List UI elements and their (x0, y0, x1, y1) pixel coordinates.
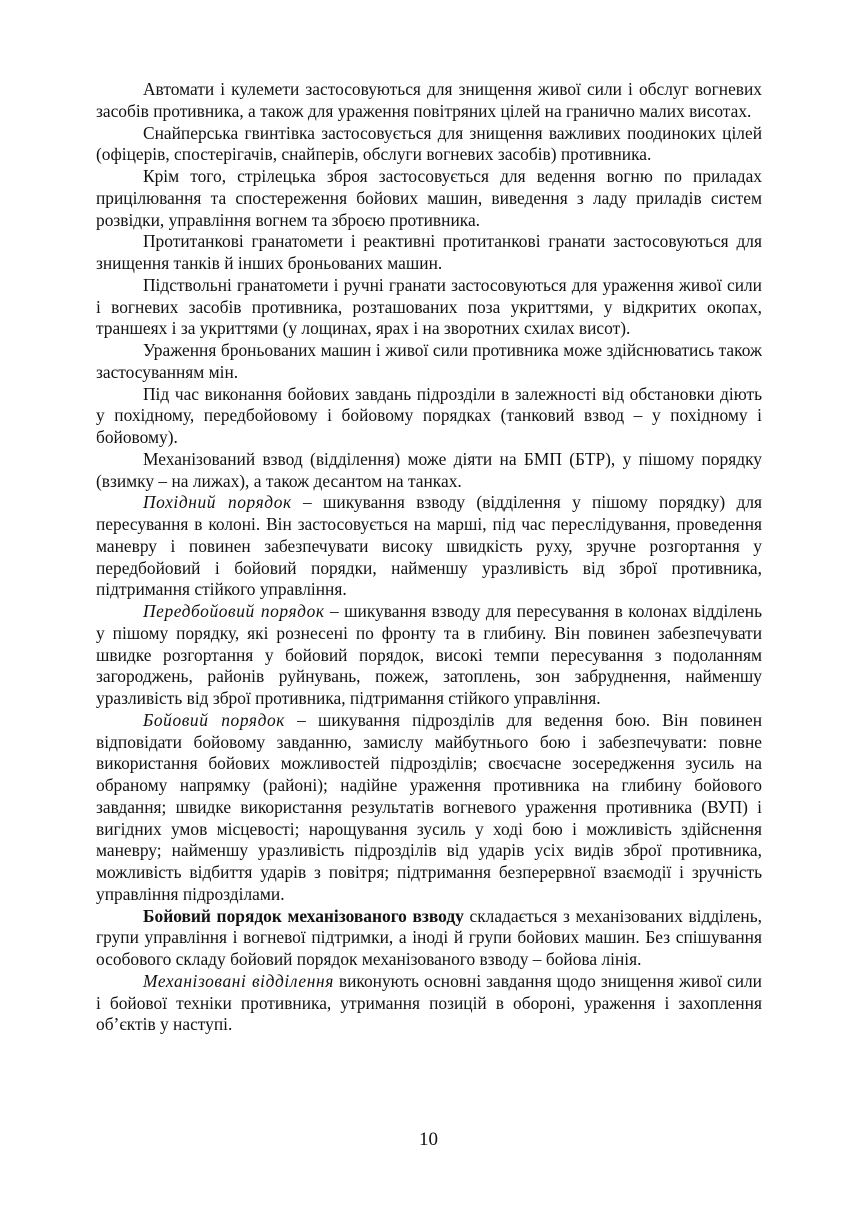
paragraph-grenade-launchers (96, 275, 762, 340)
paragraph-text: Крім того, стрілецька зброя застосовується для ведення вогню по приладах прицілювання та спостереження бойових машин, виведення з ладу приладів систем розвідки, управління вогнем та зброєю противника. (96, 166, 762, 230)
paragraph-sniper-rifle (96, 123, 762, 167)
term-battle-order: Бойовий порядок (143, 709, 286, 730)
paragraph-text: виконують основні завдання щодо знищення живої сили і бойової техніки противника, утримання позицій в обороні, ураження і захоплення об’єктів у наступі. (96, 970, 762, 1035)
paragraph-automatic-weapons (96, 79, 762, 123)
paragraph-text: Снайперська гвинтівка застосовується для знищення важливих поодиноких цілей (офіцерів, спостерігачів, снайперів, обслуги вогневих засобів) противника. (96, 122, 762, 165)
paragraph-text: Підствольні гранатомети і ручні гранати застосовуються для ураження живої сили і вогневих засобів противника, розташованих поза укриттями, у відкритих окопах, траншеях і за укриттями (у лощинах, ярах і на зворотних схилах висот). (96, 274, 762, 339)
paragraph-text: – шикування взводу (відділення у пішому порядку) для пересування в колоні. Він застосовується на марші, під час переслідування, проведення маневру і повинен забезпечувати високу швидкість руху, зручне розгортання у передбойовий і бойовий порядки, найменшу уразливість від зброї противника, підтримання стійкого управління. (96, 492, 762, 600)
paragraph-platoon-battle-order (96, 906, 762, 971)
paragraph-small-arms (96, 166, 762, 231)
paragraph-mechanized-squads (96, 971, 762, 1036)
paragraph-text: Під час виконання бойових завдань підрозділи в залежності від обстановки діють у похідному, передбойовому і бойовому порядках (танковий взвод – у похідному і бойовому). (96, 383, 762, 447)
paragraph-mines (96, 340, 762, 384)
paragraph-text: – шикування взводу для пересування в колонах відділень у пішому порядку, які рознесені по фронту та в глибину. Він повинен забезпечувати швидке розгортання у бойовий порядок, високі темпи пересування з подоланням загороджень, районів руйнувань, пожеж, затоплень, зон забруднення, найменшу уразливість від зброї противника, підтримання стійкого управління. (96, 601, 762, 708)
paragraph-text: Ураження броньованих машин і живої сили противника може здійснюватись також застосуванням мін. (96, 340, 762, 382)
document-body (96, 79, 762, 1036)
paragraph-text: – шикування підрозділів для ведення бою. Він повинен відповідати бойовому завданню, замислу майбутнього бою і забезпечувати: повне використання бойових можливостей підрозділів; своєчасне зосередження зусиль на обраному напрямку (районі); надійне ураження противника на глибину бойового завдання; швидке використання результатів вогневого ураження противника (ВУП) і вигідних умов місцевості; нарощування зусиль у ході бою і можливість здійснення маневру; найменшу уразливість підрозділів від ударів усіх видів зброї противника, можливість відбиття ударів з повітря; підтримання безперервної взаємодії і зручність управління підрозділами. (96, 709, 762, 904)
paragraph-antitank-launchers (96, 231, 762, 275)
paragraph-march-order (96, 492, 762, 601)
term-mechanized-squads: Механізовані відділення (143, 970, 334, 991)
term-march-order: Похідний порядок (143, 492, 292, 513)
paragraph-combat-orders (96, 384, 762, 449)
paragraph-text: Автомати і кулемети застосовуються для знищення живої сили і обслуг вогневих засобів противника, а також для ураження повітряних цілей на гранично малих висотах. (96, 79, 762, 121)
paragraph-mechanized-platoon (96, 449, 762, 493)
term-platoon-battle-order: Бойовий порядок механізованого взводу (143, 905, 464, 926)
paragraph-text: складається з механізованих відділень, групи управління і вогневої підтримки, а іноді й групи бойових машин. Без спішування особового складу бойовий порядок механізованого взводу – бойова лінія. (96, 905, 762, 969)
paragraph-text: Механізований взвод (відділення) може діяти на БМП (БТР), у пішому порядку (взимку – на лижах), а також десантом на танках. (96, 448, 762, 491)
page-number: 10 (419, 1129, 438, 1150)
paragraph-battle-order (96, 710, 762, 906)
term-pre-battle-order: Передбойовий порядок (143, 601, 325, 621)
paragraph-pre-battle-order (96, 601, 762, 710)
paragraph-text: Протитанкові гранатомети і реактивні протитанкові гранати застосовуються для знищення танків й інших броньованих машин. (96, 231, 762, 273)
